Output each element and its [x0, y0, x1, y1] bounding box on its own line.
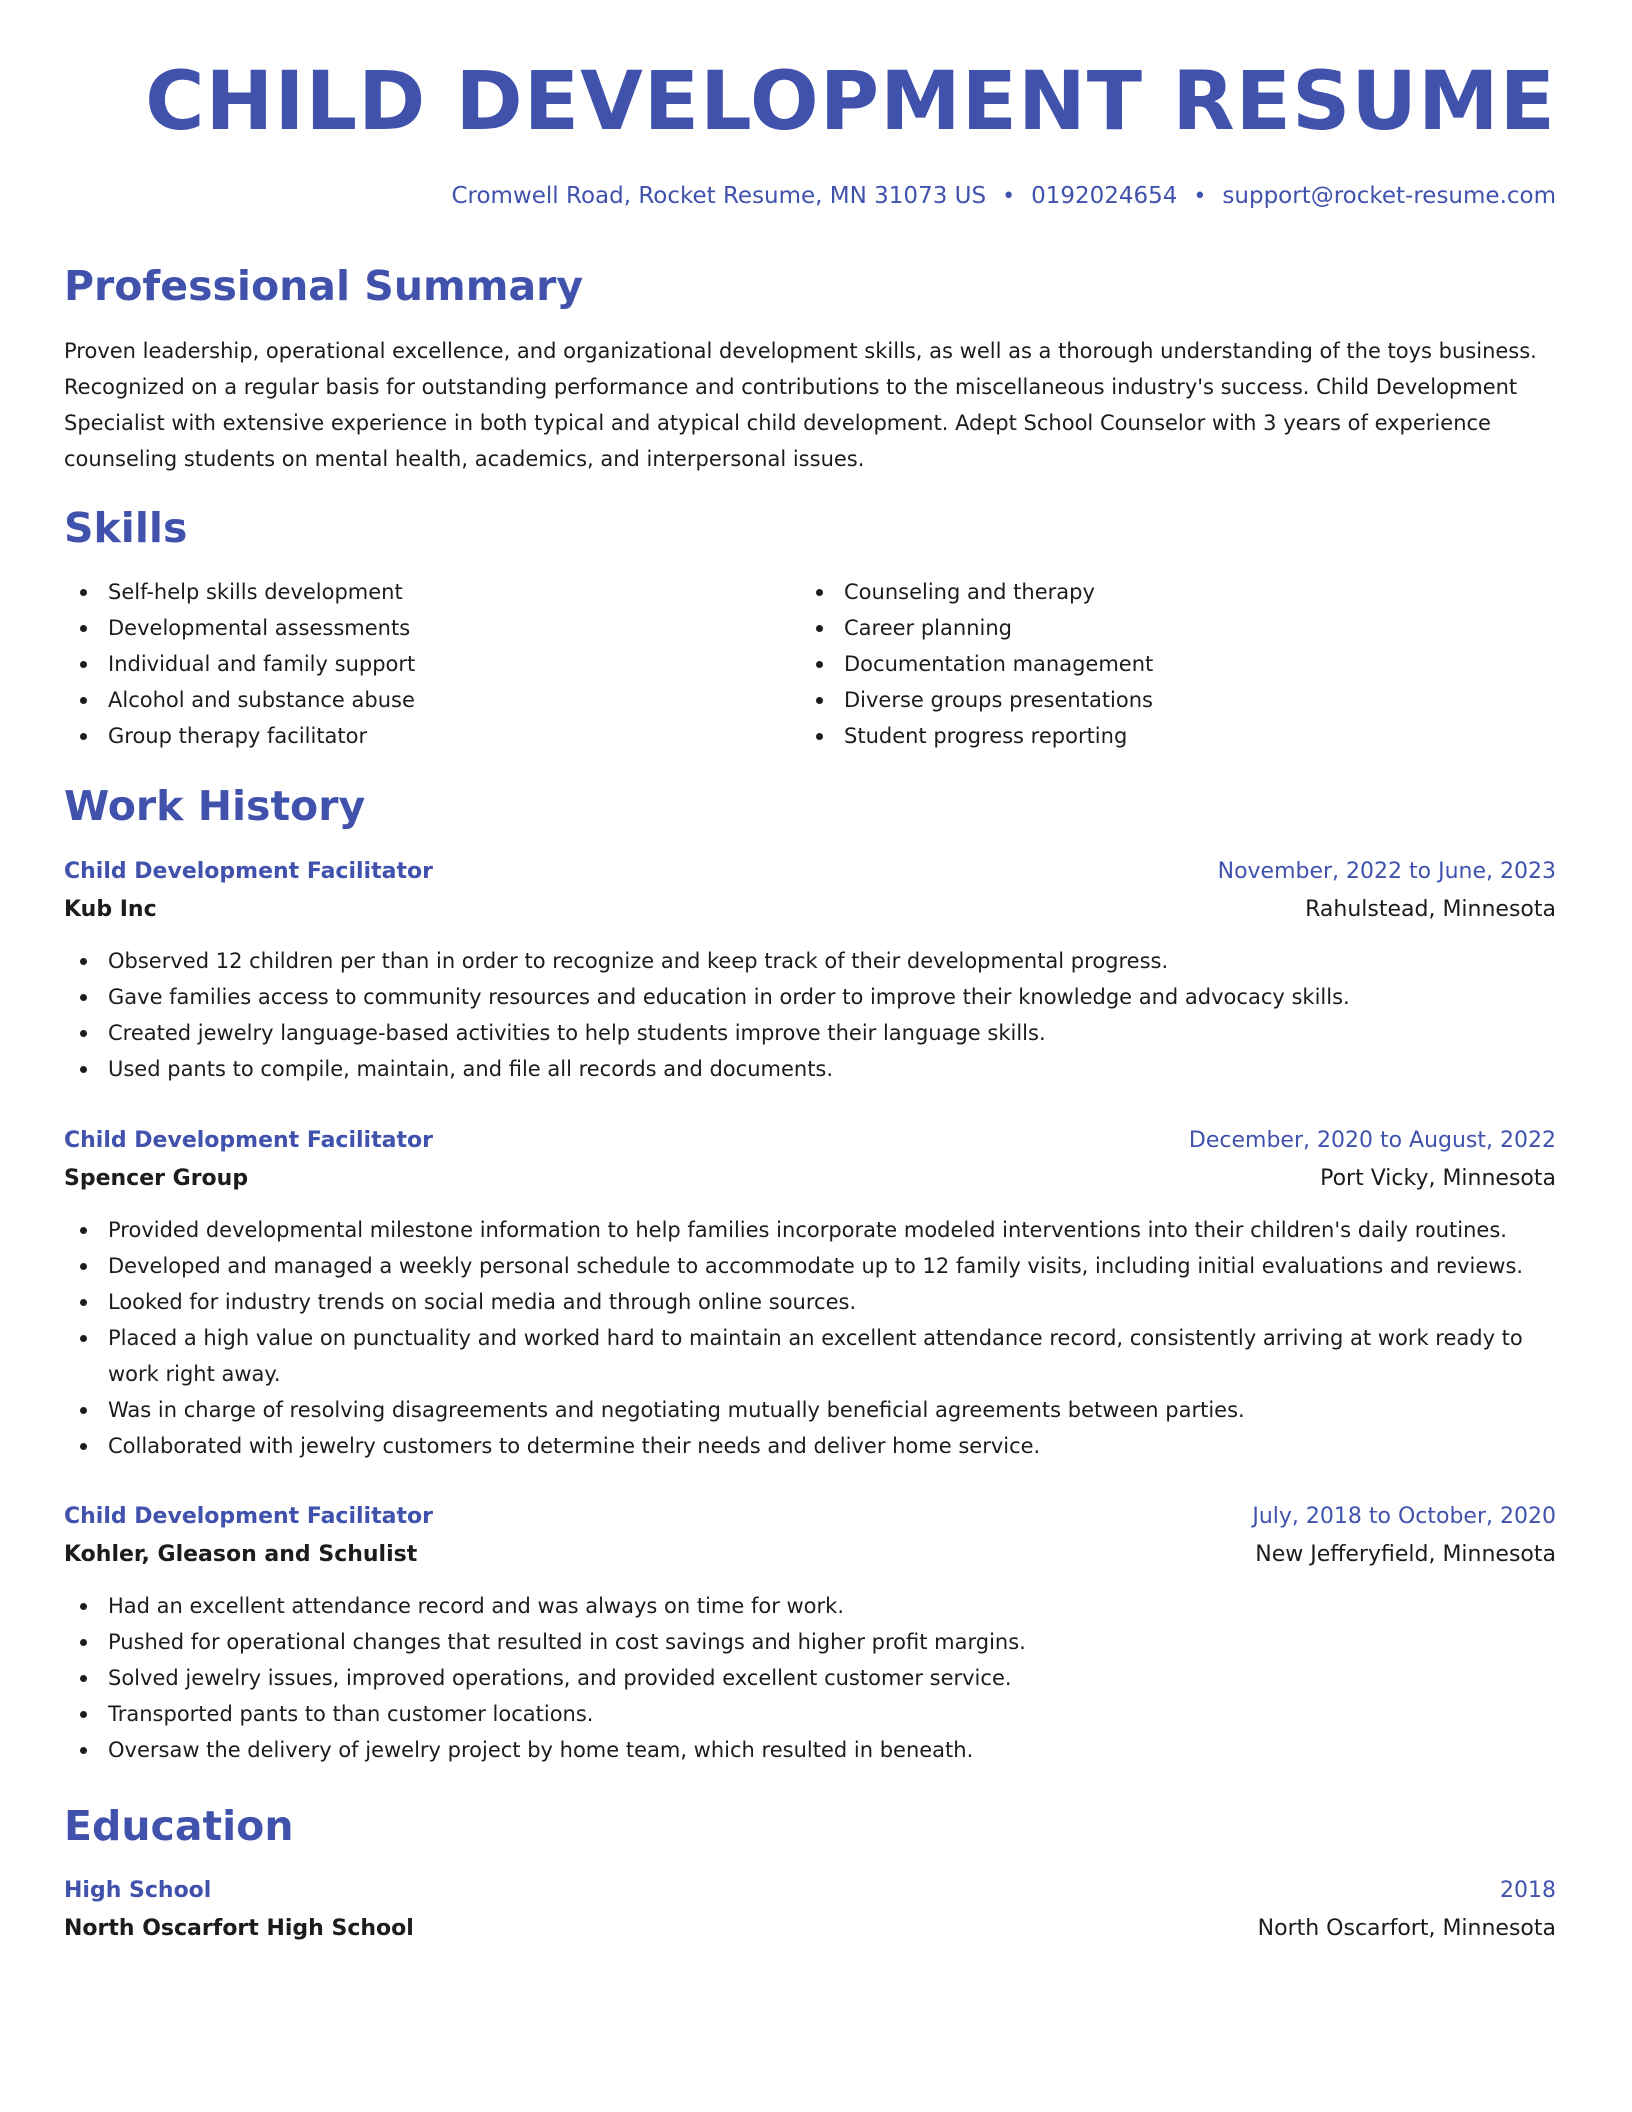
- job-bullet: Provided developmental milestone information to help families incorporate modeled interventions into their children's daily routines.: [64, 1212, 1556, 1248]
- skill-item: Student progress reporting: [800, 718, 1153, 754]
- job-bullet: Collaborated with jewelry customers to determine their needs and deliver home service.: [64, 1428, 1556, 1464]
- job-dates: July, 2018 to October, 2020: [1252, 1504, 1556, 1529]
- job-bullet: Created jewelry language-based activities to help students improve their language skills.: [64, 1015, 1556, 1051]
- employer-name: Spencer Group: [64, 1166, 249, 1191]
- job-bullet-list: [64, 943, 1556, 1087]
- education-year: 2018: [1500, 1878, 1556, 1903]
- summary-text: Proven leadership, operational excellence, and organizational development skills, as well as a thorough understanding of the toys business. Recognized on a regular basis for outstanding performance and contributions to the miscellaneous industry's success. Child Development Specialist with extensive experience in both typical and atypical child development. Adept School Counselor with 3 years of experience counseling students on mental health, academics, and interpersonal issues.: [64, 339, 1537, 471]
- separator-dot: •: [1002, 184, 1016, 209]
- job-bullet: Was in charge of resolving disagreements and negotiating mutually beneficial agreements between parties.: [64, 1392, 1556, 1428]
- job-entry: [64, 853, 1556, 1087]
- job-dates: November, 2022 to June, 2023: [1217, 859, 1556, 884]
- skills-list-left: [64, 574, 415, 754]
- contact-phone: 0192024654: [1031, 183, 1178, 209]
- skill-item: Documentation management: [800, 646, 1153, 682]
- skill-item: Career planning: [800, 610, 1153, 646]
- job-bullet: Oversaw the delivery of jewelry project by home team, which resulted in beneath.: [64, 1732, 1556, 1768]
- resume-page: [64, 0, 1556, 2112]
- job-dates: December, 2020 to August, 2022: [1188, 1128, 1556, 1153]
- skill-item: Group therapy facilitator: [64, 718, 415, 754]
- job-bullet: Observed 12 children per than in order to recognize and keep track of their developmental progress.: [64, 943, 1556, 979]
- job-entry: [64, 1122, 1556, 1464]
- job-bullet: Transported pants to than customer locations.: [64, 1696, 1556, 1732]
- skill-item: Diverse groups presentations: [800, 682, 1153, 718]
- work-history-heading: Work History: [64, 782, 366, 830]
- job-location: Port Vicky, Minnesota: [1320, 1166, 1556, 1191]
- skill-item: Individual and family support: [64, 646, 415, 682]
- job-bullet-list: [64, 1588, 1556, 1768]
- contact-email: support@rocket-resume.com: [1222, 183, 1556, 209]
- job-title: Child Development Facilitator: [64, 1128, 433, 1153]
- job-bullet: Used pants to compile, maintain, and file all records and documents.: [64, 1051, 1556, 1087]
- skills-list-right: [800, 574, 1153, 754]
- job-location: New Jefferyfield, Minnesota: [1255, 1542, 1556, 1567]
- job-title: Child Development Facilitator: [64, 1504, 433, 1529]
- employer-name: Kub Inc: [64, 897, 157, 922]
- summary-heading: Professional Summary: [64, 262, 584, 310]
- skill-item: Alcohol and substance abuse: [64, 682, 415, 718]
- job-bullet: Solved jewelry issues, improved operations, and provided excellent customer service.: [64, 1660, 1556, 1696]
- job-bullet: Looked for industry trends on social media and through online sources.: [64, 1284, 1556, 1320]
- school-location: North Oscarfort, Minnesota: [1257, 1916, 1556, 1941]
- job-bullet: Pushed for operational changes that resulted in cost savings and higher profit margins.: [64, 1624, 1556, 1660]
- skill-item: Counseling and therapy: [800, 574, 1153, 610]
- skill-item: Self-help skills development: [64, 574, 415, 610]
- skill-item: Developmental assessments: [64, 610, 415, 646]
- contact-address: Cromwell Road, Rocket Resume, MN 31073 US: [451, 183, 987, 209]
- job-title: Child Development Facilitator: [64, 859, 433, 884]
- job-entry: [64, 1498, 1556, 1768]
- job-location: Rahulstead, Minnesota: [1305, 897, 1556, 922]
- contact-line: [451, 180, 1556, 213]
- job-bullet: Developed and managed a weekly personal schedule to accommodate up to 12 family visits, including initial evaluations and reviews.: [64, 1248, 1556, 1284]
- school-name: North Oscarfort High School: [64, 1916, 414, 1941]
- employer-name: Kohler, Gleason and Schulist: [64, 1542, 418, 1567]
- skills-heading: Skills: [64, 504, 188, 552]
- education-degree: High School: [64, 1878, 212, 1903]
- resume-title: CHILD DEVELOPMENT RESUME: [145, 55, 1556, 149]
- job-bullet: Gave families access to community resources and education in order to improve their knowledge and advocacy skills.: [64, 979, 1556, 1015]
- education-heading: Education: [64, 1802, 294, 1850]
- job-bullet: Had an excellent attendance record and was always on time for work.: [64, 1588, 1556, 1624]
- education-entry: [64, 1872, 1556, 1948]
- job-bullet: Placed a high value on punctuality and worked hard to maintain an excellent attendance record, consistently arriving at work ready to work right away.: [64, 1320, 1556, 1392]
- separator-dot: •: [1193, 184, 1207, 209]
- job-bullet-list: [64, 1212, 1556, 1464]
